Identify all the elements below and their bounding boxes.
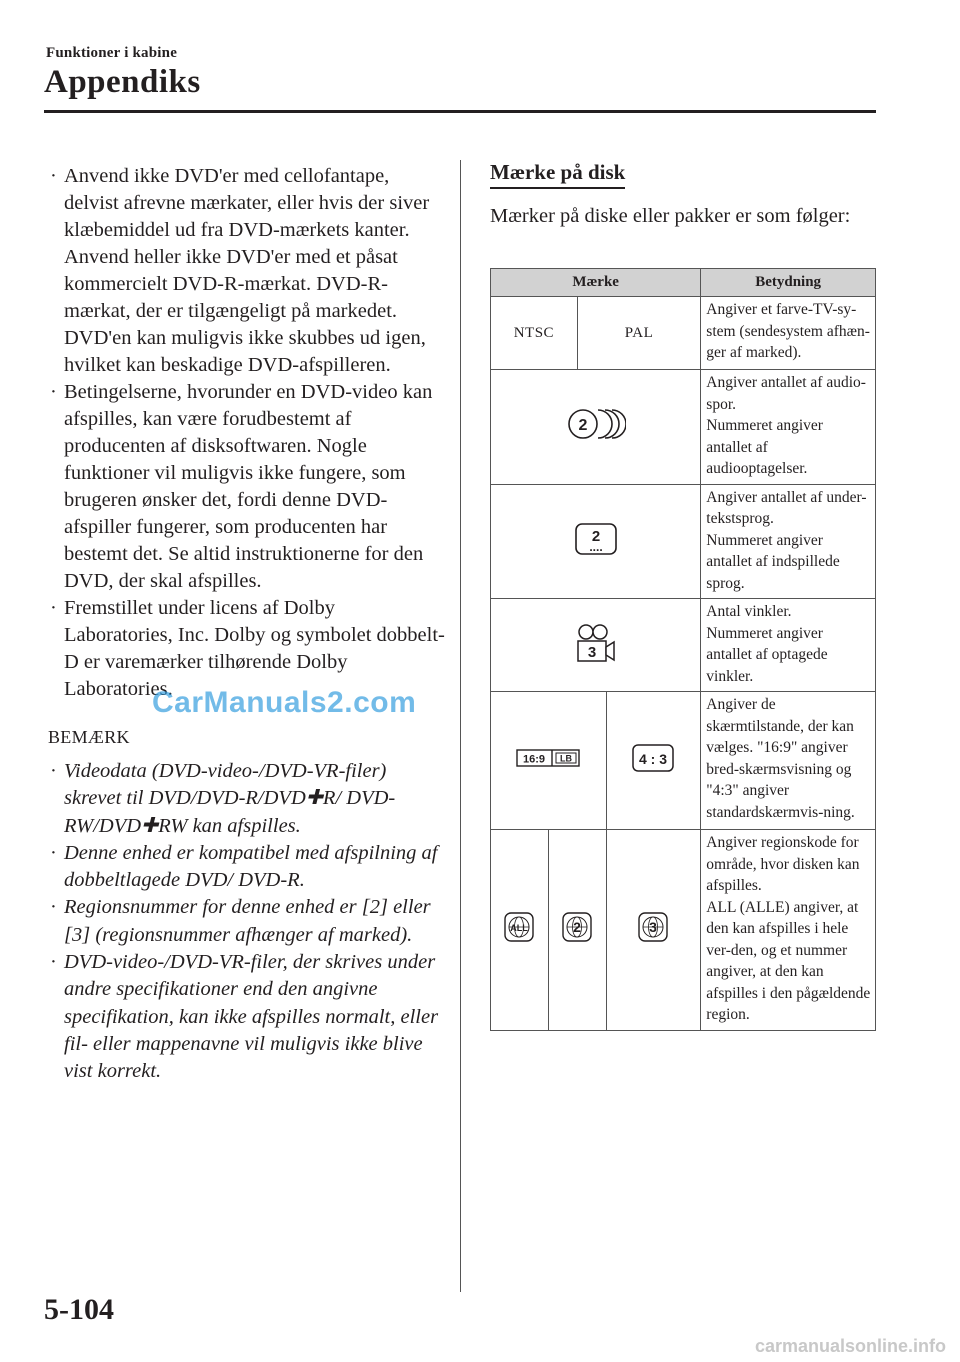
note-heading: BEMÆRK (48, 727, 130, 747)
subtitle-mark (491, 484, 701, 599)
table-row (491, 692, 876, 830)
note-item: · Denne enhed er kompatibel med afspilning af dobbeltlagede DVD/ DVD-R. (50, 841, 438, 892)
table-row (491, 370, 876, 485)
intro-text: Mærker på diske eller pakker er som følger: (490, 205, 851, 227)
page-title: Appendiks (44, 64, 201, 100)
subtitle-description (701, 484, 876, 599)
table-row (491, 484, 876, 599)
bullet-text: Fremstillet under licens af Dolby Laboratories, Inc. Dolby og symbolet dobbelt-D er varemærker tilhørende Dolby Laboratories. (64, 597, 445, 700)
note-text: Videodata (DVD-video-/DVD-VR-filer) skrevet til DVD/DVD-R/DVD✚R/ DVD-RW/DVD✚RW kan afspilles. (64, 760, 396, 837)
angle-count: 3 (587, 643, 596, 661)
note-item: · DVD-video-/DVD-VR-filer, der skrives under andre specifikationer end den angivne specifikation, kan ikke afspilles normalt, eller fil- eller mappenavne vil muligvis ikke blive vist korrekt. (50, 951, 439, 1083)
table-row (491, 599, 876, 692)
subtitle-desc-line: Nummeret angiver antallet af indspillede sprog. (706, 531, 840, 592)
column-header-meaning: Betydning (701, 269, 876, 297)
column-header-mark: Mærke (491, 269, 701, 297)
standard-screen-mark (606, 692, 701, 830)
note-text: Regionsnummer for denne enhed er [2] eller [3] (regionsnummer afhænger af marked). (64, 896, 431, 946)
widescreen-mark (491, 692, 607, 830)
widescreen-label: 16:9 (523, 753, 546, 766)
section-label: Funktioner i kabine (46, 45, 178, 61)
right-column (490, 160, 876, 230)
table-header-row (491, 269, 876, 297)
region-2-label: 2 (573, 919, 582, 936)
angle-description (701, 599, 876, 692)
region-all-mark (491, 830, 549, 1031)
region-desc-line: Angiver regionskode for område, hvor disken kan afspilles. (706, 834, 860, 894)
angle-desc-line: Antal vinkler. (706, 603, 792, 620)
region-desc-line: ALL (ALLE) angiver, at den kan afspilles i hele ver-den, og et nummer angiver, at den kan afspilles i den pågældende region. (706, 898, 871, 1023)
header-rule (44, 110, 876, 113)
tv-system-description: Angiver et farve-TV-sy-stem (sendesystem afhæn-ger af marked). (701, 297, 876, 370)
column-divider (460, 160, 461, 1292)
table-row (491, 297, 876, 370)
region-2-mark (548, 830, 606, 1031)
svg-text:....: .... (588, 539, 603, 554)
region-3-mark (606, 830, 701, 1031)
audio-description (701, 370, 876, 485)
note-list (48, 758, 448, 1086)
bullet-text: Betingelserne, hvorunder en DVD-video kan afspilles, kan være forudbestemt af producenten af disksoftwaren. Nogle funktioner vil muligvis ikke fungere, som brugeren ønsker det, fordi denne DVD-afspiller fungerer, som producenten har bestemt det. Se altid instruktionerne for den DVD, der skal afspilles. (64, 381, 433, 592)
region-all-label: ALL (510, 923, 529, 934)
bullet-item: · Betingelserne, hvorunder en DVD-video kan afspilles, kan være forudbestemt af producenten af disksoftwaren. Nogle funktioner vil muligvis ikke fungere, som brugeren ønsker det, fordi denne DVD-afspiller fungerer, som producenten har bestemt det. Se altid instruktionerne for den DVD, der skal afspilles. (50, 381, 433, 592)
disc-marks-table (490, 268, 876, 1031)
letterbox-label: LB (560, 753, 573, 764)
audio-desc-line: Nummeret angiver antallet af audiooptagelser. (706, 417, 823, 477)
camera-angle-icon (574, 622, 618, 664)
angle-desc-line: Nummeret angiver antallet af optagede vinkler. (706, 624, 828, 685)
standard-screen-icon (631, 743, 675, 773)
bullet-text: Anvend ikke DVD'er med cellofantape, delvist afrevne mærkater, eller hvis der siver klæbemiddel ud fra DVD-mærkets kanter. Anvend heller ikke DVD'er med et påsat kommercielt DVD-R-mærkat. DVD-R-mærkat, der er tilgængeligt på markedet. DVD'en kan muligvis ikke skubbes ud igen, hvilket kan beskadige DVD-afspilleren. (64, 165, 430, 376)
pal-mark: PAL (577, 297, 701, 370)
widescreen-icon (516, 749, 580, 767)
bullet-item: · Anvend ikke DVD'er med cellofantape, delvist afrevne mærkater, eller hvis der siver klæbemiddel ud fra DVD-mærkets kanter. Anvend heller ikke DVD'er med et påsat kommercielt DVD-R-mærkat. DVD-R-mærkat, der er tilgængeligt på markedet. DVD'en kan muligvis ikke skubbes ud igen, hvilket kan beskadige DVD-afspilleren. (50, 165, 430, 376)
angle-mark (491, 599, 701, 692)
region-description (701, 830, 876, 1031)
globe-icon (638, 912, 668, 942)
audio-desc-line: Angiver antallet af audio-spor. (706, 374, 866, 413)
table-row (491, 830, 876, 1031)
subtitle-count: 2 (591, 527, 600, 545)
watermark-logo: CarManuals2.com (152, 686, 417, 719)
section-heading: Mærke på disk (490, 160, 625, 189)
note-text: DVD-video-/DVD-VR-filer, der skrives under andre specifikationer end den angivne specifikation, kan ikke afspilles normalt, eller fil- eller mappenavne vil muligvis ikke blive vist korrekt. (64, 951, 439, 1083)
bullet-list (48, 163, 448, 703)
globe-icon (504, 912, 534, 942)
bullet-item: · Fremstillet under licens af Dolby Laboratories, Inc. Dolby og symbolet dobbelt-D er varemærker tilhørende Dolby Laboratories. (50, 597, 445, 700)
note-item: · Regionsnummer for denne enhed er [2] eller [3] (regionsnummer afhænger af marked). (50, 896, 431, 946)
ntsc-mark: NTSC (491, 297, 578, 370)
globe-icon (562, 912, 592, 942)
left-column (48, 163, 448, 1086)
page-number: 5-104 (44, 1293, 114, 1326)
screen-description: Angiver de skærmtilstande, der kan vælges. "16:9" angiver bred-skærmsvisning og "4:3" angiver standardskærmvis-ning. (701, 692, 876, 830)
audio-track-count: 2 (578, 417, 588, 435)
subtitle-icon (574, 522, 618, 556)
note-item: · Videodata (DVD-video-/DVD-VR-filer) skrevet til DVD/DVD-R/DVD✚R/ DVD-RW/DVD✚RW kan afspilles. (50, 760, 396, 837)
audio-mark (491, 370, 701, 485)
watermark-url: carmanualsonline.info (754, 1336, 946, 1356)
subtitle-desc-line: Angiver antallet af under-tekstsprog. (706, 488, 867, 527)
region-3-label: 3 (649, 919, 658, 936)
audio-tracks-icon (566, 407, 626, 441)
standard-screen-label: 4 : 3 (639, 751, 668, 767)
note-text: Denne enhed er kompatibel med afspilning af dobbeltlagede DVD/ DVD-R. (64, 841, 438, 892)
